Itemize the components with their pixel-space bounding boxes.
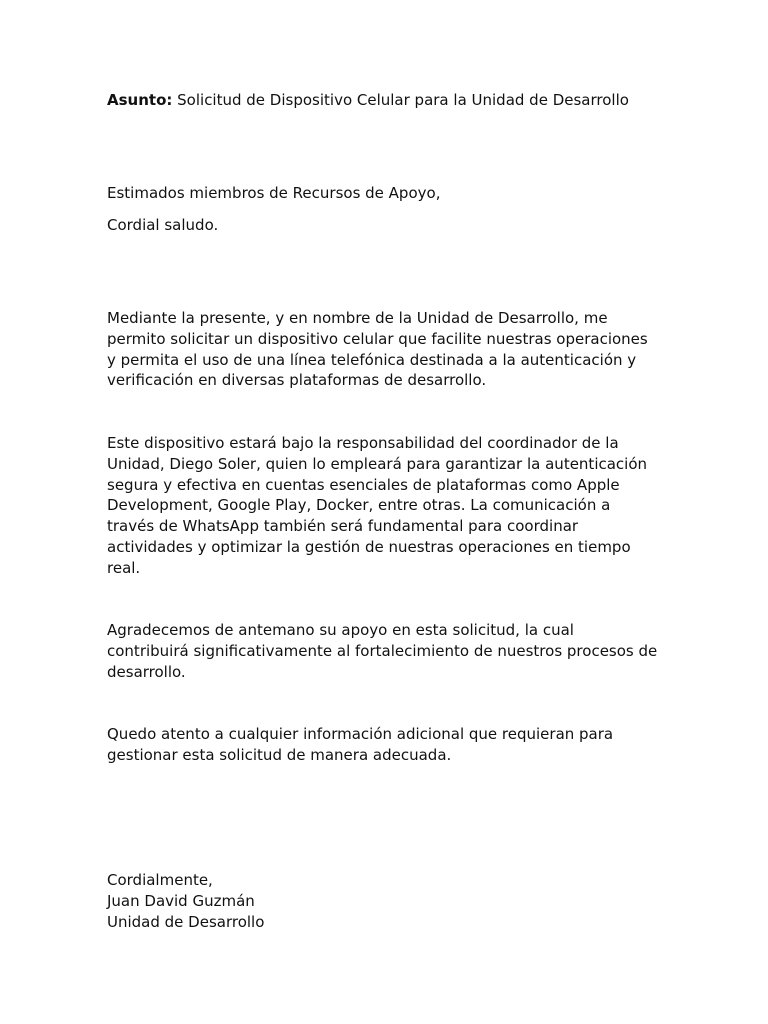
paragraph-line: verificación en diversas plataformas de desarrollo. xyxy=(107,371,487,390)
salutation: Cordial saludo. xyxy=(107,216,219,234)
signer-name: Juan David Guzmán xyxy=(107,891,255,910)
signature-block xyxy=(107,870,667,932)
paragraph-responsibility xyxy=(107,433,667,579)
paragraph-line: gestionar esta solicitud de manera adecuada. xyxy=(107,745,452,764)
paragraph-line: través de WhatsApp también será fundamental para coordinar xyxy=(107,517,579,536)
paragraph-thanks xyxy=(107,620,667,682)
paragraph-line: permito solicitar un dispositivo celular que facilite nuestras operaciones xyxy=(107,329,648,348)
subject-label: Asunto: xyxy=(107,91,173,109)
subject-line xyxy=(107,90,667,111)
paragraph-line: y permita el uso de una línea telefónica destinada a la autenticación y xyxy=(107,350,637,369)
paragraph-line: Este dispositivo estará bajo la responsabilidad del coordinador de la xyxy=(107,434,619,452)
paragraph-followup xyxy=(107,724,667,766)
paragraph-line: actividades y optimizar la gestión de nuestras operaciones en tiempo xyxy=(107,537,631,556)
valediction: Cordialmente, xyxy=(107,871,213,889)
paragraph-request xyxy=(107,308,667,391)
paragraph-line: Unidad, Diego Soler, quien lo empleará para garantizar la autenticación xyxy=(107,454,648,473)
paragraph-line: contribuirá significativamente al fortalecimiento de nuestros procesos de xyxy=(107,641,658,660)
paragraph-line: segura y efectiva en cuentas esenciales de plataformas como Apple xyxy=(107,475,620,494)
signer-unit: Unidad de Desarrollo xyxy=(107,912,265,931)
paragraph-line: Mediante la presente, y en nombre de la Unidad de Desarrollo, me xyxy=(107,309,608,327)
greeting: Estimados miembros de Recursos de Apoyo, xyxy=(107,184,441,202)
subject-text: Solicitud de Dispositivo Celular para la Unidad de Desarrollo xyxy=(177,91,629,109)
paragraph-line: real. xyxy=(107,558,141,577)
paragraph-line: Development, Google Play, Docker, entre otras. La comunicación a xyxy=(107,496,611,515)
paragraph-line: desarrollo. xyxy=(107,662,186,681)
paragraph-line: Agradecemos de antemano su apoyo en esta solicitud, la cual xyxy=(107,621,574,639)
paragraph-line: Quedo atento a cualquier información adicional que requieran para xyxy=(107,725,614,743)
